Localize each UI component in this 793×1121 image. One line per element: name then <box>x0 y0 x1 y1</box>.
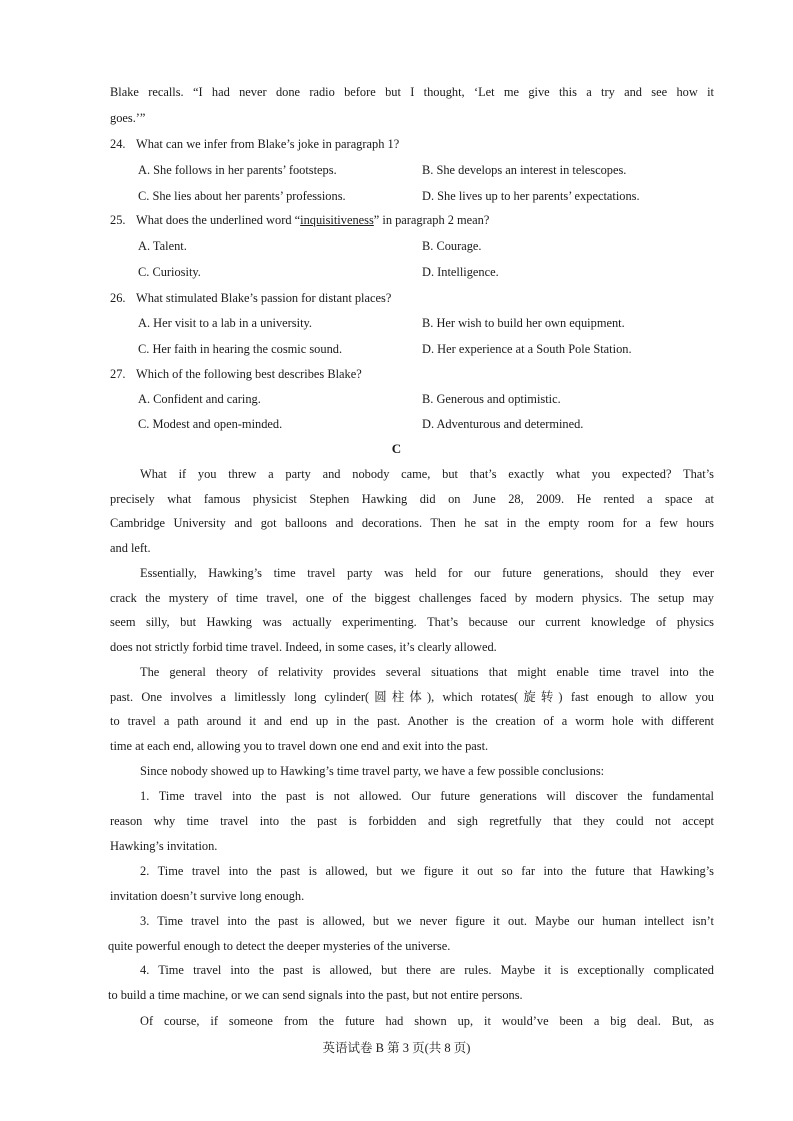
p3-line-3: to travel a path around it and end up in the past. Another is the creation of a worm hole with different <box>110 714 714 728</box>
conclusion-2-line-1: 2. Time travel into the past is allowed, but we figure it out so far into the future that Hawking’s <box>140 864 714 878</box>
question-27-option-a: A. Confident and caring. <box>138 392 261 406</box>
question-26-option-b: B. Her wish to build her own equipment. <box>422 316 625 330</box>
question-24-option-a: A. She follows in her parents’ footsteps. <box>138 163 337 177</box>
p2-line-3: seem silly, but Hawking was actually experimenting. That’s because our current knowledge of physics <box>110 615 714 629</box>
question-24-number: 24. <box>110 137 126 151</box>
question-27-stem: Which of the following best describes Blake? <box>136 367 362 381</box>
question-25-stem-before: What does the underlined word “ <box>136 213 301 227</box>
section-c-heading: C <box>391 441 402 456</box>
question-27-option-c: C. Modest and open-minded. <box>138 417 283 431</box>
question-26-number: 26. <box>110 291 126 305</box>
p2-line-4: does not strictly forbid time travel. Indeed, in some cases, it’s clearly allowed. <box>110 640 497 654</box>
question-25-option-c: C. Curiosity. <box>138 265 201 279</box>
conclusion-3-line-2: quite powerful enough to detect the deeper mysteries of the universe. <box>108 939 451 953</box>
question-24-option-d: D. She lives up to her parents’ expectations. <box>422 189 640 203</box>
question-25-option-b: B. Courage. <box>422 239 482 253</box>
question-27-option-d: D. Adventurous and determined. <box>422 417 584 431</box>
question-26-option-a: A. Her visit to a lab in a university. <box>138 316 313 330</box>
p3-line-2: past. One involves a limitlessly long cylinder(圆柱体), which rotates(旋转) fast enough to allow you <box>110 690 714 704</box>
question-27-number: 27. <box>110 367 126 381</box>
question-27-option-b: B. Generous and optimistic. <box>422 392 561 406</box>
question-25-stem-after: ” in paragraph 2 mean? <box>373 213 490 227</box>
page-footer: 英语试卷 B 第 3 页(共 8 页) <box>322 1041 471 1055</box>
conclusion-1-line-3: Hawking’s invitation. <box>110 839 218 853</box>
question-24-stem: What can we infer from Blake’s joke in paragraph 1? <box>136 137 400 151</box>
question-25-number: 25. <box>110 213 126 227</box>
question-26-stem: What stimulated Blake’s passion for distant places? <box>136 291 392 305</box>
question-25-option-a: A. Talent. <box>138 239 187 253</box>
intro-line-2: goes.’” <box>110 111 146 125</box>
p4-line-1: Since nobody showed up to Hawking’s time travel party, we have a few possible conclusions: <box>140 764 605 778</box>
conclusion-4-line-2: to build a time machine, or we can send signals into the past, but not entire persons. <box>108 988 523 1002</box>
question-25-stem <box>136 212 489 228</box>
underlined-word: inquisitiveness <box>300 213 374 227</box>
conclusion-1-line-1: 1. Time travel into the past is not allowed. Our future generations will discover the fundamental <box>140 789 714 803</box>
p1-line-1: What if you threw a party and nobody came, but that’s exactly what you expected? That’s <box>140 467 714 481</box>
p2-line-1: Essentially, Hawking’s time travel party was held for our future generations, should they ever <box>140 566 714 580</box>
p3-line-1: The general theory of relativity provides several situations that might enable time travel into the <box>140 665 714 679</box>
p1-line-2: precisely what famous physicist Stephen Hawking did on June 28, 2009. He rented a space at <box>110 492 714 506</box>
p1-line-3: Cambridge University and got balloons and decorations. Then he sat in the empty room for a few hours <box>110 516 714 530</box>
p1-line-4: and left. <box>110 541 151 555</box>
p3-line-4: time at each end, allowing you to travel down one end and exit into the past. <box>110 739 489 753</box>
question-26-option-c: C. Her faith in hearing the cosmic sound. <box>138 342 343 356</box>
conclusion-4-line-1: 4. Time travel into the past is allowed, but there are rules. Maybe it is exceptionally complicated <box>140 963 714 977</box>
p5-line-1: Of course, if someone from the future had shown up, it would’ve been a big deal. But, as <box>140 1014 714 1028</box>
intro-line-1: Blake recalls. “I had never done radio before but I thought, ‘Let me give this a try and see how it <box>110 85 714 99</box>
conclusion-2-line-2: invitation doesn’t survive long enough. <box>110 889 305 903</box>
conclusion-1-line-2: reason why time travel into the past is forbidden and sigh regretfully that they could not accept <box>110 814 714 828</box>
question-24-option-b: B. She develops an interest in telescopes. <box>422 163 627 177</box>
question-24-option-c: C. She lies about her parents’ professions. <box>138 189 346 203</box>
question-25-option-d: D. Intelligence. <box>422 265 499 279</box>
p2-line-2: crack the mystery of time travel, one of the biggest challenges faced by modern physics. The setup may <box>110 591 714 605</box>
question-26-option-d: D. Her experience at a South Pole Station. <box>422 342 632 356</box>
conclusion-3-line-1: 3. Time travel into the past is allowed, but we never figure it out. Maybe our human intellect isn’t <box>140 914 714 928</box>
